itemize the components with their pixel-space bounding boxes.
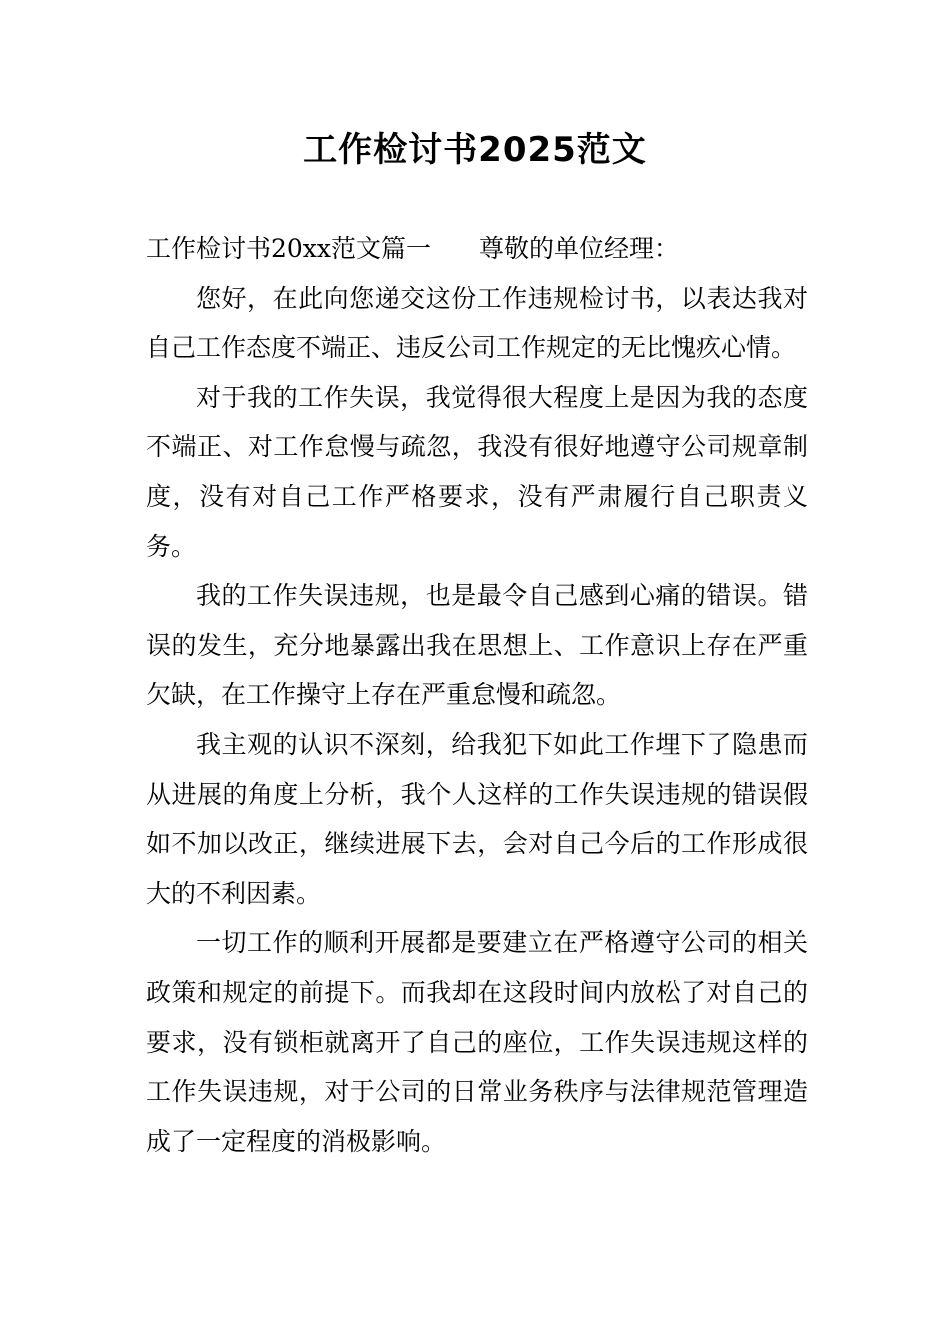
- paragraph-5: 一切工作的顺利开展都是要建立在严格遵守公司的相关政策和规定的前提下。而我却在这段时间内放松了对自己的要求，没有锁柜就离开了自己的座位，工作失误违规这样的工作失误违规，对于公司的日常业务秩序与法律规范管理造成了一定程度的消极影响。: [146, 928, 808, 1156]
- section-heading: 工作检讨书20xx范文篇一: [146, 234, 432, 263]
- paragraph-2: 对于我的工作失误，我觉得很大程度上是因为我的态度不端正、对工作怠慢与疏忽，我没有很好地遵守公司规章制度，没有对自己工作严格要求，没有严肃履行自己职责义务。: [146, 382, 808, 561]
- document-body: [146, 224, 808, 1166]
- paragraph-3: 我的工作失误违规，也是最令自己感到心痛的错误。错误的发生，充分地暴露出我在思想上、工作意识上存在严重欠缺，在工作操守上存在严重怠慢和疏忽。: [146, 581, 808, 710]
- intro-line: [146, 224, 808, 274]
- paragraph-4: 我主观的认识不深刻，给我犯下如此工作埋下了隐患而从进展的角度上分析，我个人这样的工作失误违规的错误假如不加以改正，继续进展下去，会对自己今后的工作形成很大的不利因素。: [146, 729, 808, 908]
- salutation: 尊敬的单位经理：: [479, 234, 680, 263]
- paragraph-1: 您好，在此向您递交这份工作违规检讨书，以表达我对自己工作态度不端正、违反公司工作规定的无比愧疚心情。: [146, 283, 808, 363]
- document-title: 工作检讨书2025范文: [303, 130, 647, 170]
